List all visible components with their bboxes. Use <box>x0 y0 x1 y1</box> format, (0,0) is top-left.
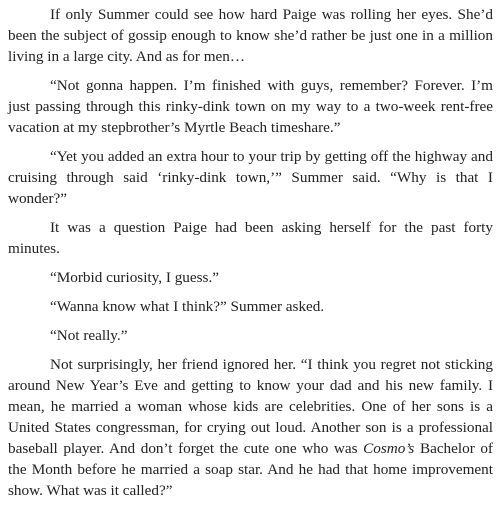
paragraph-5: “Morbid curiosity, I guess.” <box>50 269 219 286</box>
paragraph-8-text-before: Not surprisingly, her friend ignored her. “I think you regret not sticking around New Year’s Eve and getting to know your dad and his new family. I mean, he married a woman whose kids are celebrities. One of her sons is a United States congressman, for crying out loud. Another son is a professional baseball player. And don’t forget the cute one who was <box>8 356 493 457</box>
paragraph-1: If only Summer could see how hard Paige was rolling her eyes. She’d been the subject of gossip enough to know she’d rather be just one in a million living in a large city. And as for men… <box>8 6 493 65</box>
paragraph-8 <box>8 354 493 501</box>
paragraph-8-text-after: Bachelor of the Month before he married a soap star. And he had that home improvement show. What was it called?” <box>8 440 493 499</box>
paragraph-8-italic-magazine: Cosmo’s <box>363 440 415 457</box>
paragraph-3: “Yet you added an extra hour to your trip by getting off the highway and cruising through said ‘rinky-dink town,’” Summer said. “Why is that I wonder?” <box>8 148 493 207</box>
paragraph-7: “Not really.” <box>50 327 128 344</box>
paragraph-6: “Wanna know what I think?” Summer asked. <box>50 298 325 315</box>
paragraph-4: It was a question Paige had been asking herself for the past forty minutes. <box>8 219 493 257</box>
paragraph-2: “Not gonna happen. I’m finished with guys, remember? Forever. I’m just passing through this rinky-dink town on my way to a two-week rent-free vacation at my stepbrother’s Myrtle Beach timeshare.” <box>8 77 493 136</box>
